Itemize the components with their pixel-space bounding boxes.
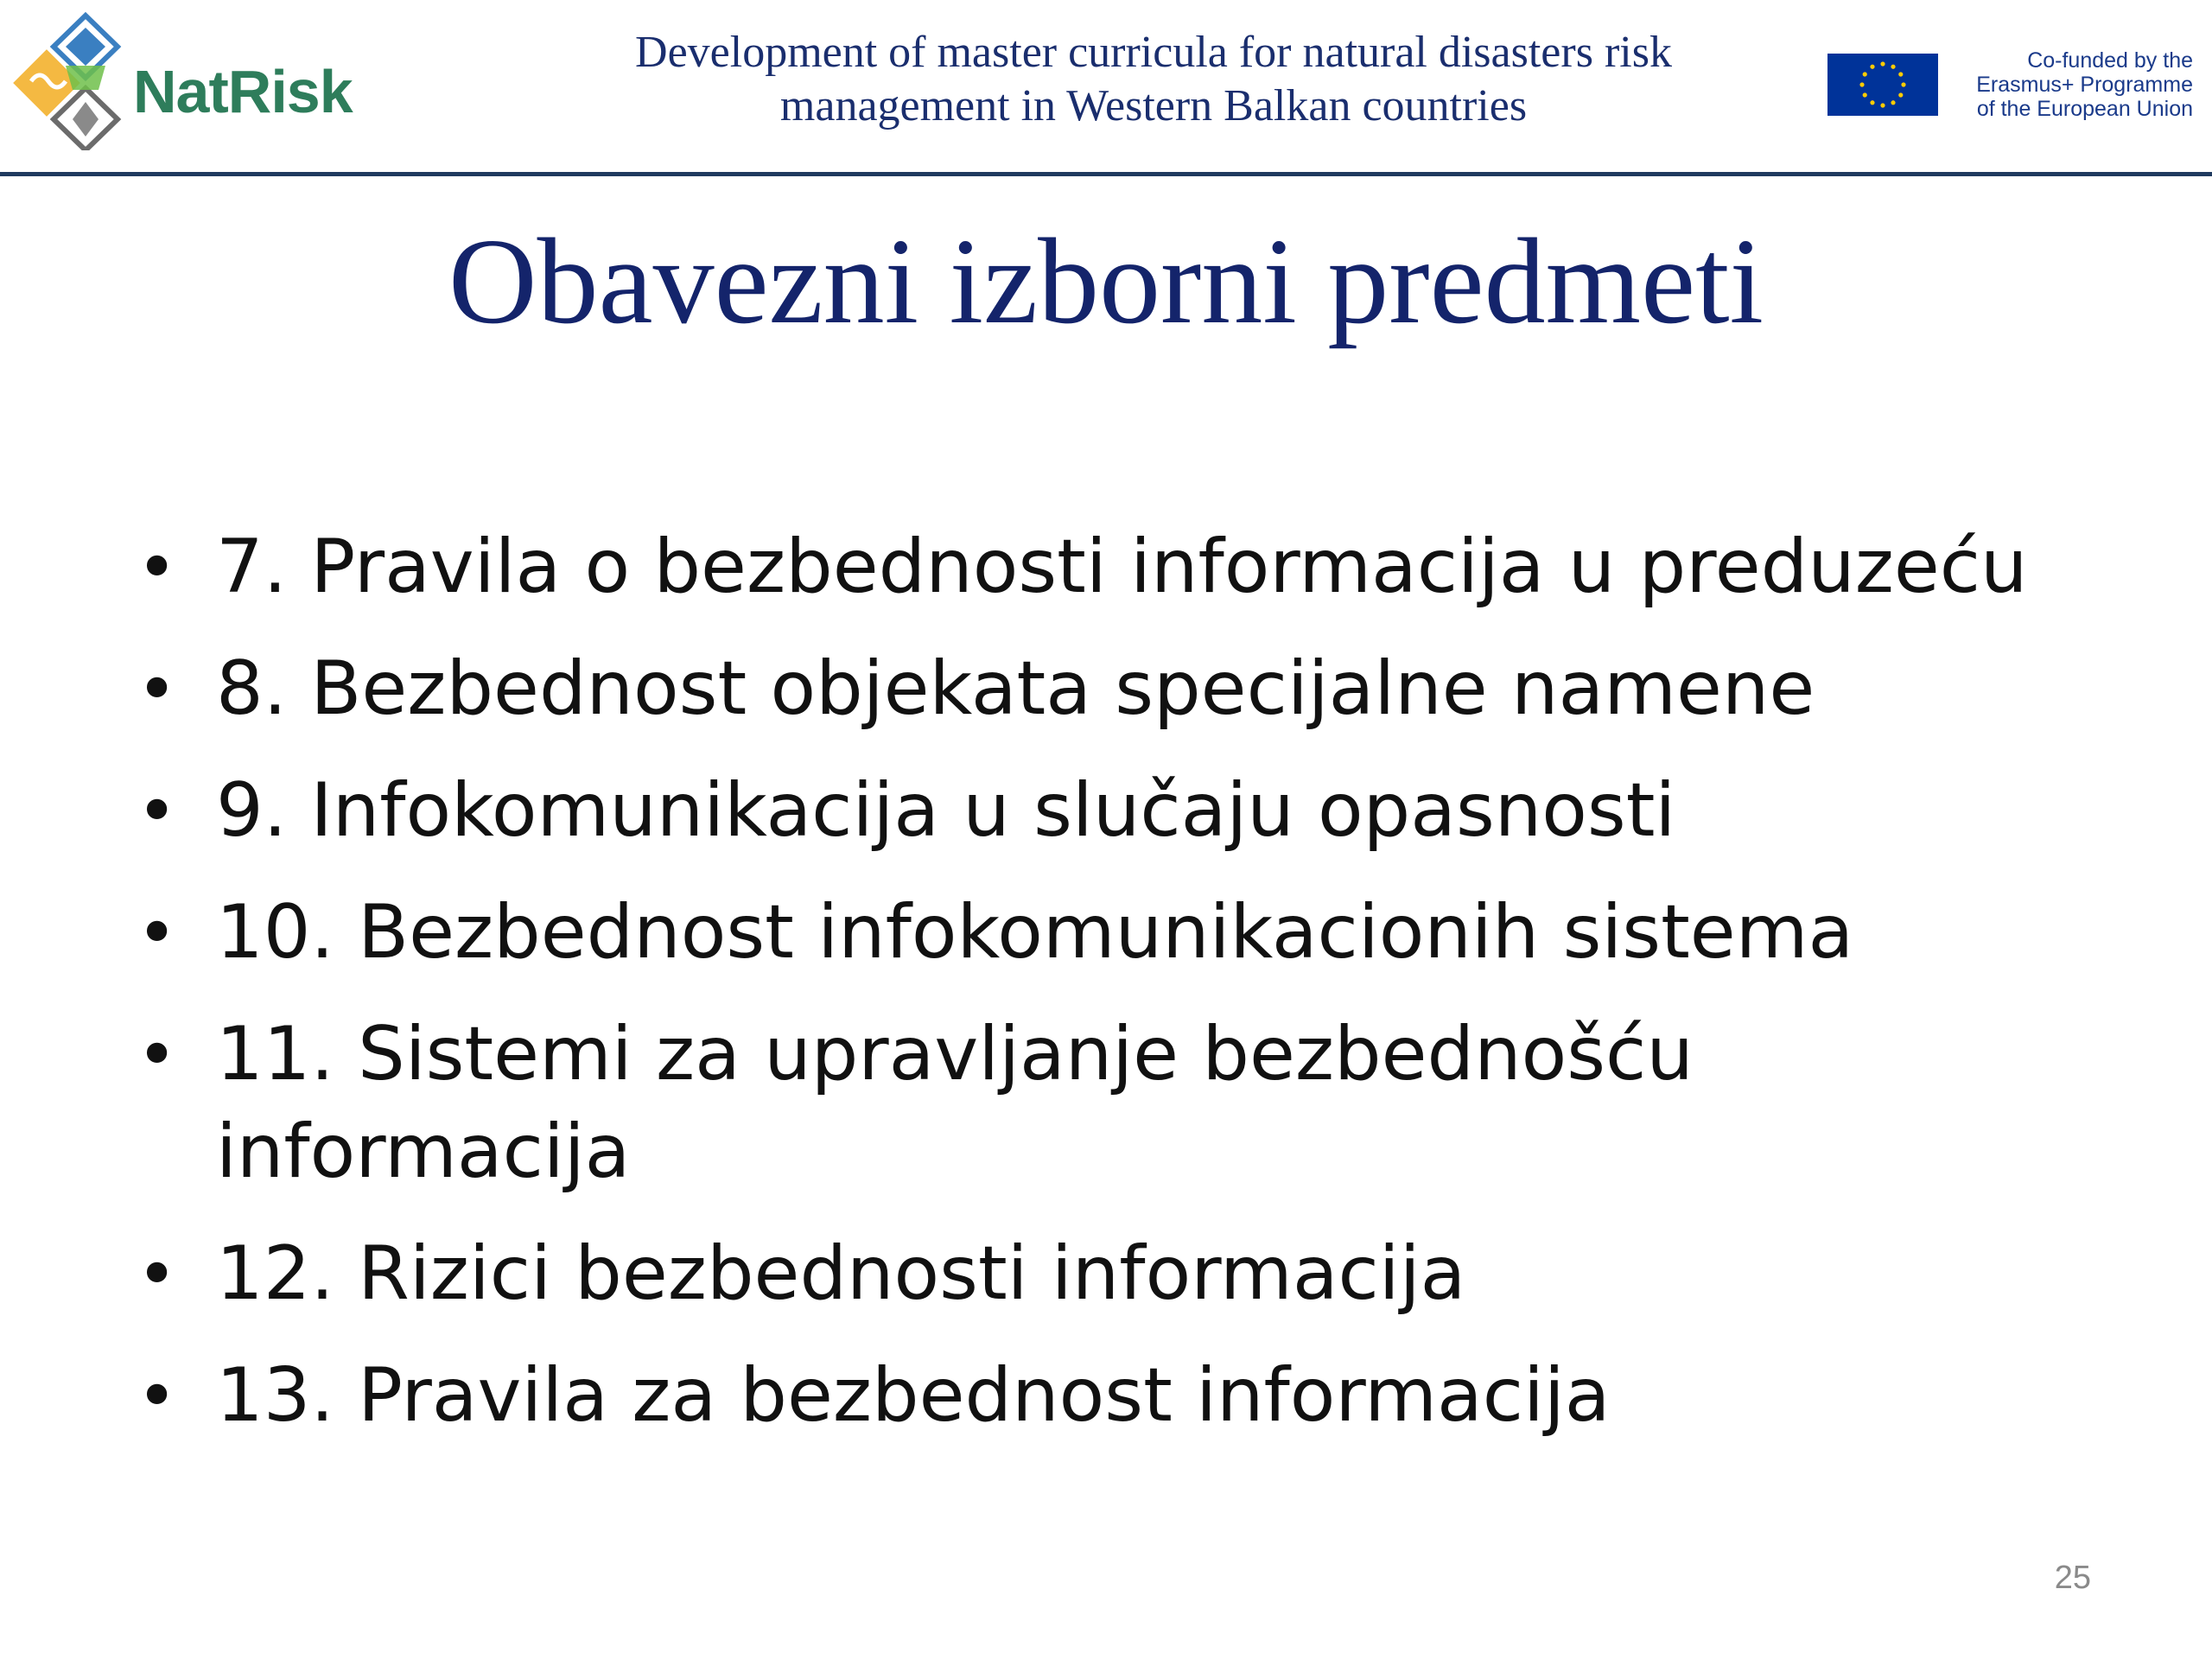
bullet-icon: • (137, 649, 178, 729)
list-item (130, 762, 2117, 860)
bullet-icon: • (137, 527, 178, 607)
bullet-list (130, 518, 2117, 1469)
eu-flag-icon (1827, 54, 1938, 116)
bullet-icon: • (137, 893, 178, 973)
eu-star (1891, 100, 1895, 105)
eu-star (1901, 82, 1905, 86)
eu-text-line-1: Co-funded by the (2027, 48, 2193, 73)
eu-text-line-2: Erasmus+ Programme (1976, 73, 2193, 97)
bullet-icon: • (137, 771, 178, 851)
natrisk-logo (12, 12, 358, 150)
eu-star (1863, 72, 1867, 76)
eu-star (1898, 92, 1903, 97)
bullet-icon: • (137, 1234, 178, 1314)
eu-star (1863, 92, 1867, 97)
list-item (130, 640, 2117, 738)
logo-wordmark: NatRisk (133, 58, 353, 125)
eu-star (1870, 65, 1874, 69)
list-item-text: 7. Pravila o bezbednosti informacija u preduzeću (216, 524, 2028, 610)
list-item (130, 1006, 1858, 1201)
bullet-icon: • (137, 1356, 178, 1436)
erasmus-cofunding-text (1948, 48, 2193, 121)
bullet-icon: • (137, 1014, 178, 1095)
list-item (130, 518, 2117, 616)
eu-star (1891, 65, 1895, 69)
eu-star (1880, 61, 1885, 66)
list-item-text: 8. Bezbednost objekata specijalne namene (216, 645, 1815, 732)
slide-title: Obavezni izborni predmeti (448, 213, 1764, 349)
list-item-text: 12. Rizici bezbednosti informacija (216, 1230, 1466, 1317)
list-item (130, 884, 2117, 982)
header-title-line-2: management in Western Balkan countries (779, 81, 1528, 130)
slide-header (0, 0, 2212, 173)
list-item (130, 1347, 2117, 1445)
eu-star (1870, 100, 1874, 105)
list-item-text: 10. Bezbednost infokomunikacionih sistema (216, 889, 1854, 976)
list-item-text: 13. Pravila za bezbednost informacija (216, 1352, 1611, 1439)
list-item (130, 1225, 2117, 1323)
eu-text-line-3: of the European Union (1976, 97, 2193, 121)
list-item-text: 11. Sistemi za upravljanje bezbednošću informacija (216, 1011, 1694, 1195)
natrisk-logo-icon (12, 12, 133, 150)
header-project-title (553, 26, 1754, 133)
page-number: 25 (2054, 1560, 2091, 1596)
eu-star (1880, 103, 1885, 107)
header-title-line-1: Development of master curricula for natural disasters risk (635, 28, 1672, 77)
list-item-text: 9. Infokomunikacija u slučaju opasnosti (216, 767, 1676, 854)
header-divider (0, 172, 2212, 176)
eu-star (1898, 72, 1903, 76)
eu-star (1859, 82, 1864, 86)
